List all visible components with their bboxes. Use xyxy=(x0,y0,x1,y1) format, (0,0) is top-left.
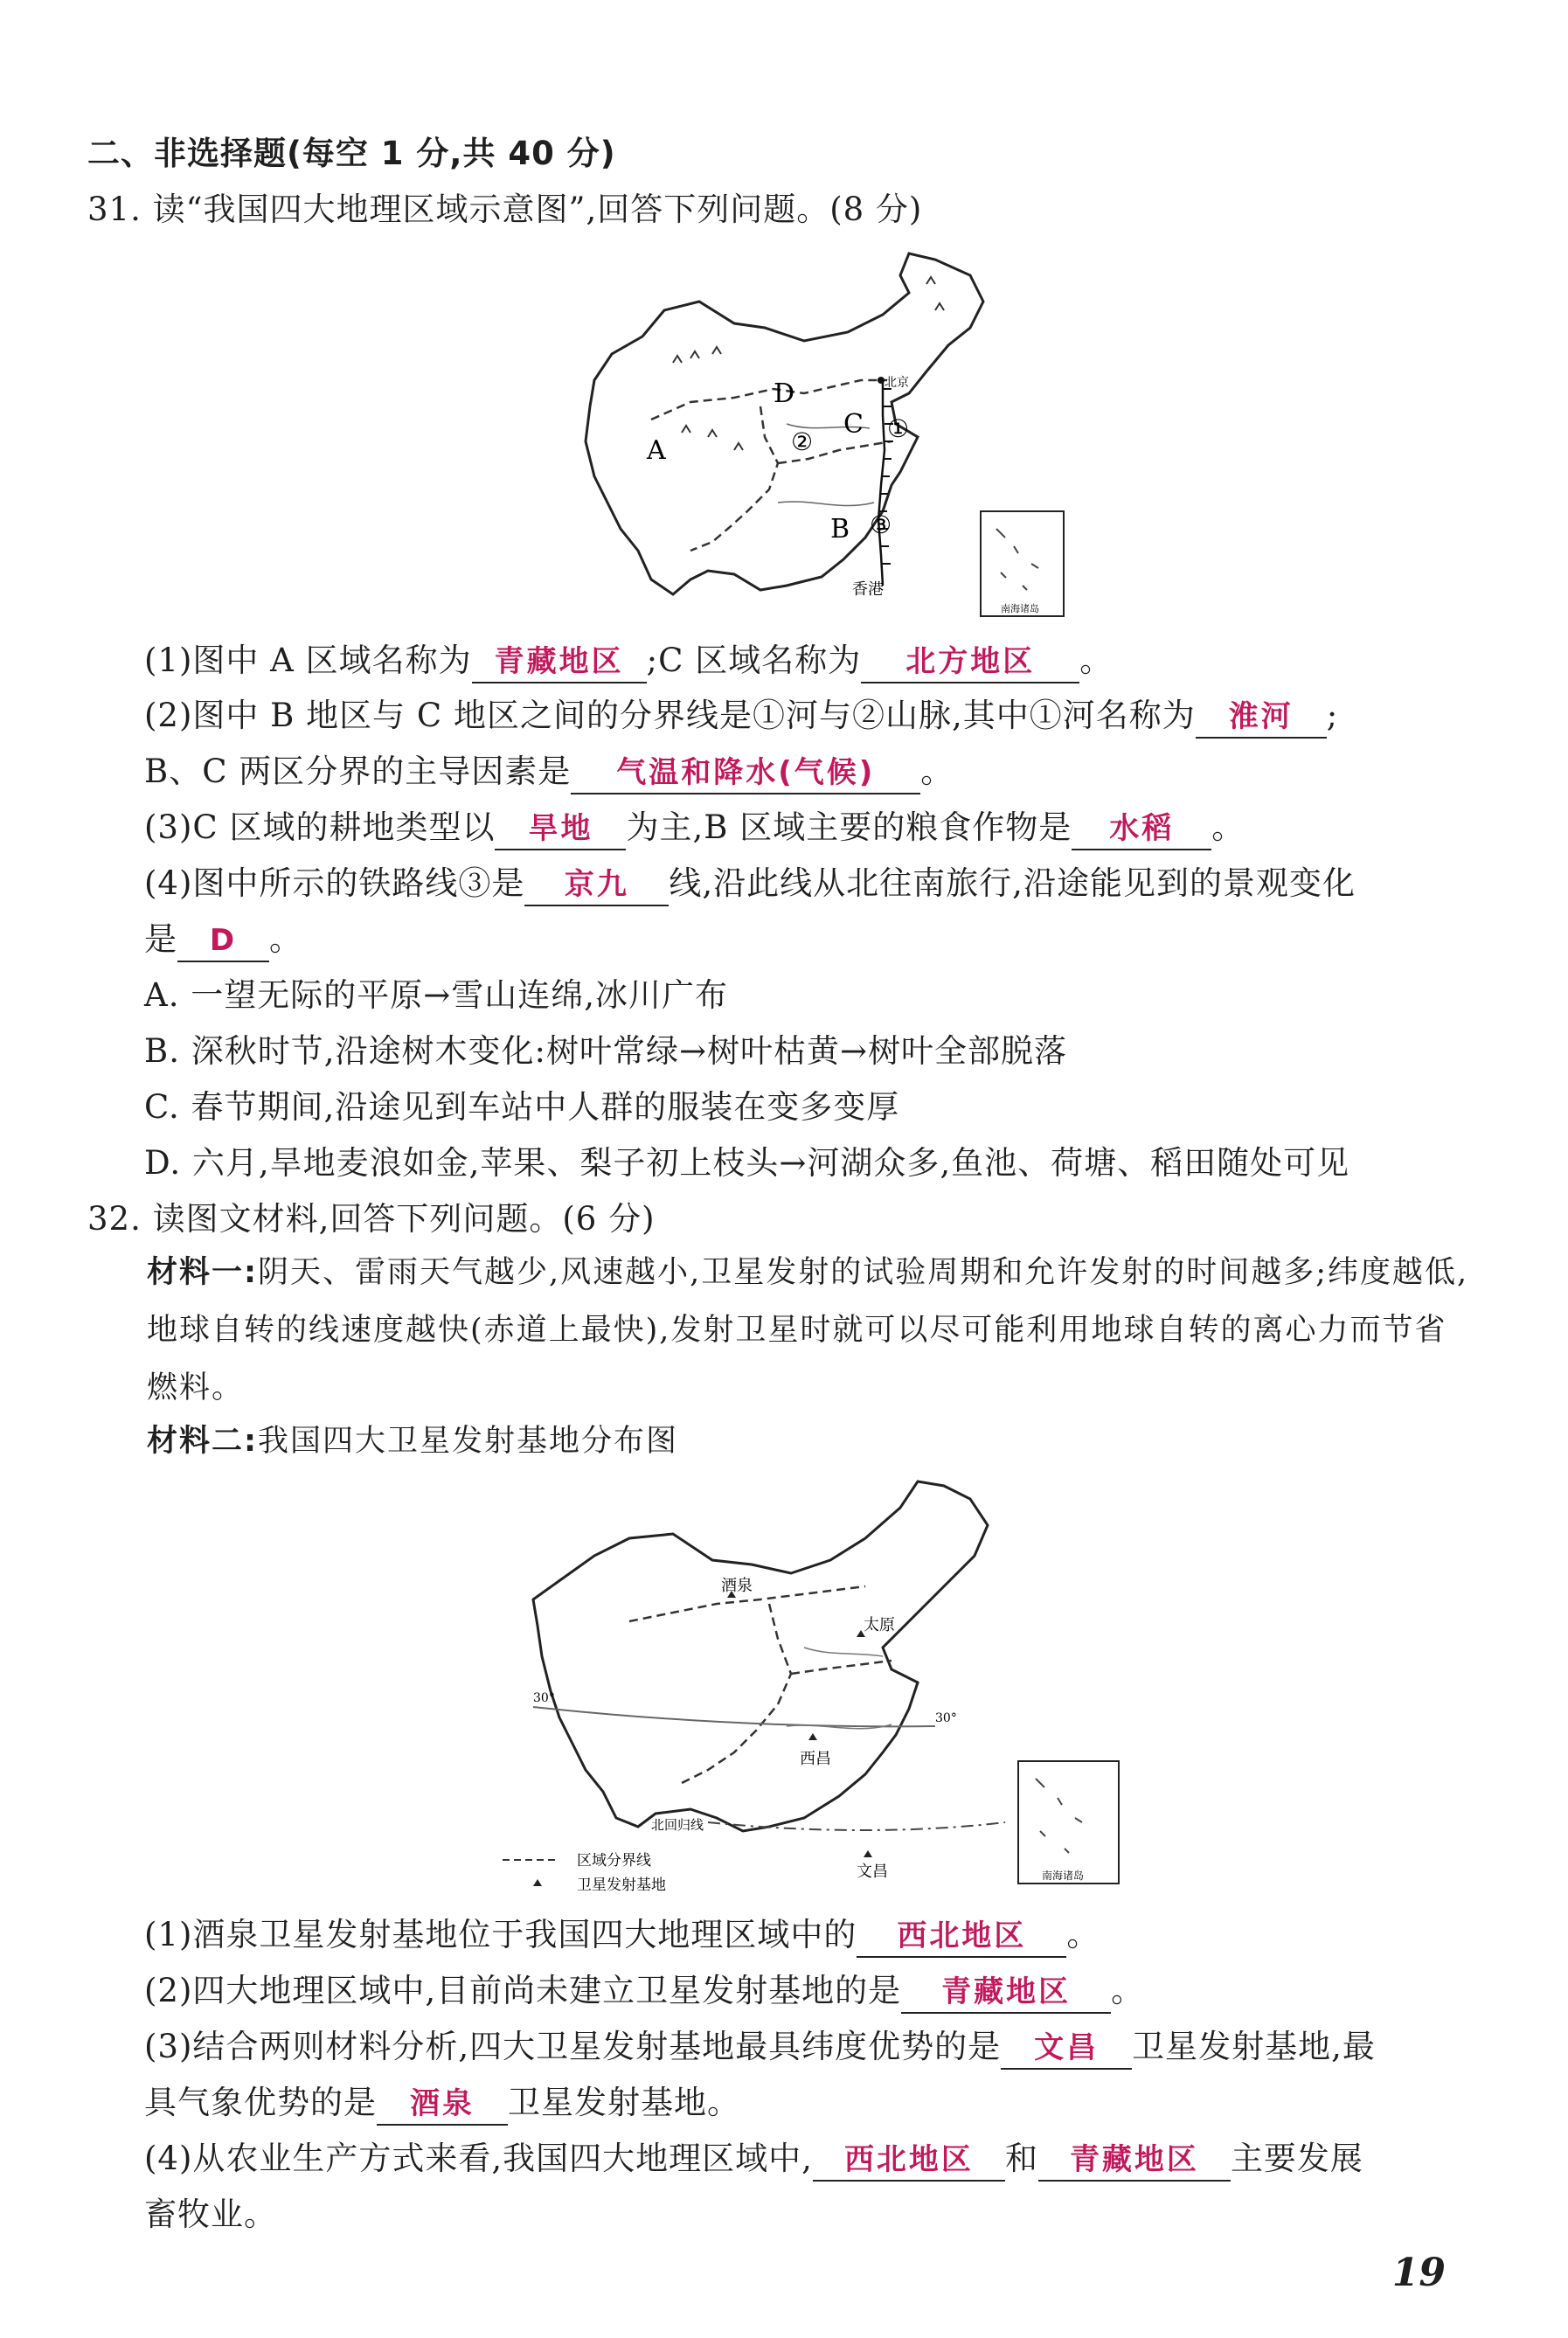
q31-map-marker xyxy=(878,377,885,384)
q32-lat30-line xyxy=(533,1707,935,1726)
q32-part1-text: 。 xyxy=(1066,1916,1100,1953)
q31-map-label-c: C xyxy=(843,409,864,440)
q32-part2 xyxy=(144,1968,1144,2014)
q31-part3-text: 为主,B 区域主要的粮食作物是 xyxy=(626,808,1072,846)
q31-map-label-b: B xyxy=(830,514,850,545)
q32-boundary-line xyxy=(791,1661,892,1674)
q31-part2-answer-1: 淮河 xyxy=(1228,699,1294,734)
q32-part3-answer-1: 文昌 xyxy=(1034,2030,1100,2065)
q32-river-lines xyxy=(787,1648,892,1729)
q31-part1-text: 。 xyxy=(1079,642,1114,679)
q31-option-a: A. 一望无际的平原→雪山连绵,冰川广布 xyxy=(144,976,729,1014)
q32-part4 xyxy=(144,2136,1363,2182)
q32-part4-text: 和 xyxy=(1004,2140,1038,2177)
q31-part3-blank-2[interactable] xyxy=(1072,808,1211,850)
q31-part4b-blank-1[interactable] xyxy=(177,919,269,962)
q32-part2-text: (2)四大地理区域中,目前尚未建立卫星发射基地的是 xyxy=(144,1972,902,2009)
page-number: 19 xyxy=(1391,2251,1446,2295)
q31-map-china-regions xyxy=(559,249,1084,625)
q32-legend-boundary: 区域分界线 xyxy=(577,1852,651,1870)
q31-option-b: B. 深秋时节,沿途树木变化:树叶常绿→树叶枯黄→树叶全部脱落 xyxy=(144,1032,1067,1070)
q32-boundary-line xyxy=(682,1604,791,1783)
q31-map-label-d: D xyxy=(774,378,795,409)
q31-number: 31. xyxy=(87,191,142,228)
q32-material1-text: 阴天、雷雨天气越少,风速越小,卫星发射的试验周期和允许发射的时间越多;纬度越低,地球自转的线速度越快(赤道上最快),发射卫星时就可以尽可能利用地球自转的离心力而节省燃料。 xyxy=(147,1255,1469,1405)
q32-part4-text: 主要发展 xyxy=(1230,2140,1363,2177)
q31-part4-text: 线,沿此线从北往南旅行,沿途能见到的景观变化 xyxy=(669,864,1356,902)
q31-part4-text: (4)图中所示的铁路线③是 xyxy=(144,864,525,902)
q32-label-wenchang: 文昌 xyxy=(857,1863,888,1881)
q32-part3b-text: 卫星发射基地。 xyxy=(508,2084,740,2121)
q32-label-tropic: 北回归线 xyxy=(651,1817,704,1833)
q32-number: 32. xyxy=(87,1200,142,1238)
q32-part1-blank-1[interactable] xyxy=(857,1915,1066,1958)
q31-part4-answer-1: 京九 xyxy=(564,867,629,902)
q32-part3-text: 卫星发射基地,最 xyxy=(1132,2028,1376,2065)
q32-label-lat30-right: 30° xyxy=(935,1711,957,1725)
q31-option-c: C. 春节期间,沿途见到车站中人群的服装在变多变厚 xyxy=(144,1088,900,1126)
q31-part1-blank-1[interactable] xyxy=(472,641,647,683)
q31-map-label-hongkong: 香港 xyxy=(852,580,884,599)
q32-stem xyxy=(87,1197,656,1242)
q32-base-marker-wenchang xyxy=(864,1850,872,1857)
q31-part1-answer-1: 青藏地区 xyxy=(494,644,624,679)
q32-part3-text: (3)结合两则材料分析,四大卫星发射基地最具纬度优势的是 xyxy=(144,2028,1002,2065)
q32-inset-islands xyxy=(1036,1779,1082,1853)
q32-material-1 xyxy=(147,1244,1475,1417)
q31-stem xyxy=(87,187,922,232)
q32-label-jiuquan: 酒泉 xyxy=(721,1577,753,1595)
q31-part2-blank-1[interactable] xyxy=(1196,696,1327,739)
q31-part3-answer-2: 水稻 xyxy=(1109,811,1175,846)
q32-part4-text: (4)从农业生产方式来看,我国四大地理区域中, xyxy=(144,2140,813,2177)
q31-boundary-line xyxy=(690,406,778,551)
q31-part1-answer-2: 北方地区 xyxy=(905,644,1036,679)
q31-part4b xyxy=(144,917,302,962)
q32-map-outline xyxy=(533,1481,988,1831)
q31-part2 xyxy=(144,693,1338,739)
q32-map-inset xyxy=(1018,1761,1119,1884)
q31-part1-blank-2[interactable] xyxy=(861,641,1079,683)
q32-material1-label: 材料一: xyxy=(147,1255,258,1290)
q31-part4b-text: 是 xyxy=(144,920,177,958)
q31-part3 xyxy=(144,805,1245,850)
q32-legend-triangle xyxy=(533,1879,542,1886)
q31-part1-text: (1)图中 A 区域名称为 xyxy=(144,642,472,679)
q31-part2b-text: B、C 两区分界的主导因素是 xyxy=(144,753,572,790)
q31-option-d: D. 六月,旱地麦浪如金,苹果、梨子初上枝头→河湖众多,鱼池、荷塘、稻田随处可见 xyxy=(144,1144,1350,1182)
q31-part3-answer-1: 旱地 xyxy=(528,811,593,846)
q32-part4b: 畜牧业。 xyxy=(144,2196,277,2233)
q32-part3-blank-1[interactable] xyxy=(1001,2027,1132,2070)
q32-part3 xyxy=(144,2024,1376,2070)
q31-map-label-beijing: 北京 xyxy=(885,376,909,390)
q32-label-taiyuan: 太原 xyxy=(864,1616,895,1634)
q32-label-xichang: 西昌 xyxy=(800,1750,831,1768)
q32-part1-text: (1)酒泉卫星发射基地位于我国四大地理区域中的 xyxy=(144,1916,857,1953)
q31-railway-line xyxy=(878,380,885,586)
q32-part2-text: 。 xyxy=(1111,1972,1145,2009)
q31-part1 xyxy=(144,638,1113,683)
q31-part2b-text: 。 xyxy=(920,753,954,790)
q31-part3-text: (3)C 区域的耕地类型以 xyxy=(144,808,496,846)
q32-label-lat30-left: 30° xyxy=(533,1691,555,1705)
q32-material2-label: 材料二: xyxy=(147,1424,258,1459)
section-header: 二、非选择题(每空 1 分,共 40 分) xyxy=(87,135,616,172)
q32-part4-answer-2: 青藏地区 xyxy=(1069,2142,1199,2177)
q32-part2-blank-1[interactable] xyxy=(901,1971,1111,2014)
q32-part3b-answer-1: 酒泉 xyxy=(410,2086,475,2121)
q31-map-label-2: ② xyxy=(791,427,814,456)
q31-part2b-blank-1[interactable] xyxy=(571,752,920,794)
q31-inset-islands xyxy=(996,529,1038,590)
q31-part3-text: 。 xyxy=(1211,808,1245,846)
q31-part4b-text: 。 xyxy=(269,920,302,958)
q31-map-label-a: A xyxy=(647,435,666,466)
q32-map-launch-bases xyxy=(498,1473,1145,1901)
q32-material-2 xyxy=(147,1412,1475,1470)
q32-part3b-blank-1[interactable] xyxy=(377,2083,508,2126)
q32-stem-text: 读图文材料,回答下列问题。(6 分) xyxy=(152,1200,656,1238)
q31-part2b-answer-1: 气温和降水(气候) xyxy=(616,755,876,790)
q31-map-label-1: ① xyxy=(887,414,910,443)
q31-map-inset xyxy=(981,511,1064,616)
q31-part2-text: ; xyxy=(1326,697,1339,734)
q32-material2-text: 我国四大卫星发射基地分布图 xyxy=(258,1424,679,1459)
q32-inset-label: 南海诸岛 xyxy=(1042,1870,1085,1882)
q31-map-outline xyxy=(586,253,983,594)
q32-part4-blank-1[interactable] xyxy=(813,2139,1005,2182)
q32-part2-answer-1: 青藏地区 xyxy=(941,1974,1072,2009)
q31-stem-text: 读“我国四大地理区域示意图”,回答下列问题。(8 分) xyxy=(152,191,923,228)
q32-part3b-text: 具气象优势的是 xyxy=(144,2084,377,2121)
q31-part4 xyxy=(144,861,1356,906)
q31-part2b xyxy=(144,749,954,794)
q31-part3-blank-1[interactable] xyxy=(495,808,626,850)
q32-part3b xyxy=(144,2080,740,2126)
q32-base-marker-xichang xyxy=(808,1733,817,1740)
q32-part4-answer-1: 西北地区 xyxy=(843,2142,974,2177)
q31-map-label-3: ③ xyxy=(870,510,892,539)
q31-part4-blank-1[interactable] xyxy=(524,864,669,906)
q31-inset-label: 南海诸岛 xyxy=(1001,603,1039,614)
q32-part4-blank-2[interactable] xyxy=(1038,2139,1231,2182)
q31-part4b-answer-1: D xyxy=(209,923,238,958)
q31-part2-text: (2)图中 B 地区与 C 地区之间的分界线是①河与②山脉,其中①河名称为 xyxy=(144,697,1196,734)
q32-part1 xyxy=(144,1912,1100,1958)
q32-legend-base: 卫星发射基地 xyxy=(577,1877,666,1894)
q32-part1-answer-1: 西北地区 xyxy=(897,1918,1027,1953)
q31-part1-text: ;C 区域名称为 xyxy=(646,642,862,679)
